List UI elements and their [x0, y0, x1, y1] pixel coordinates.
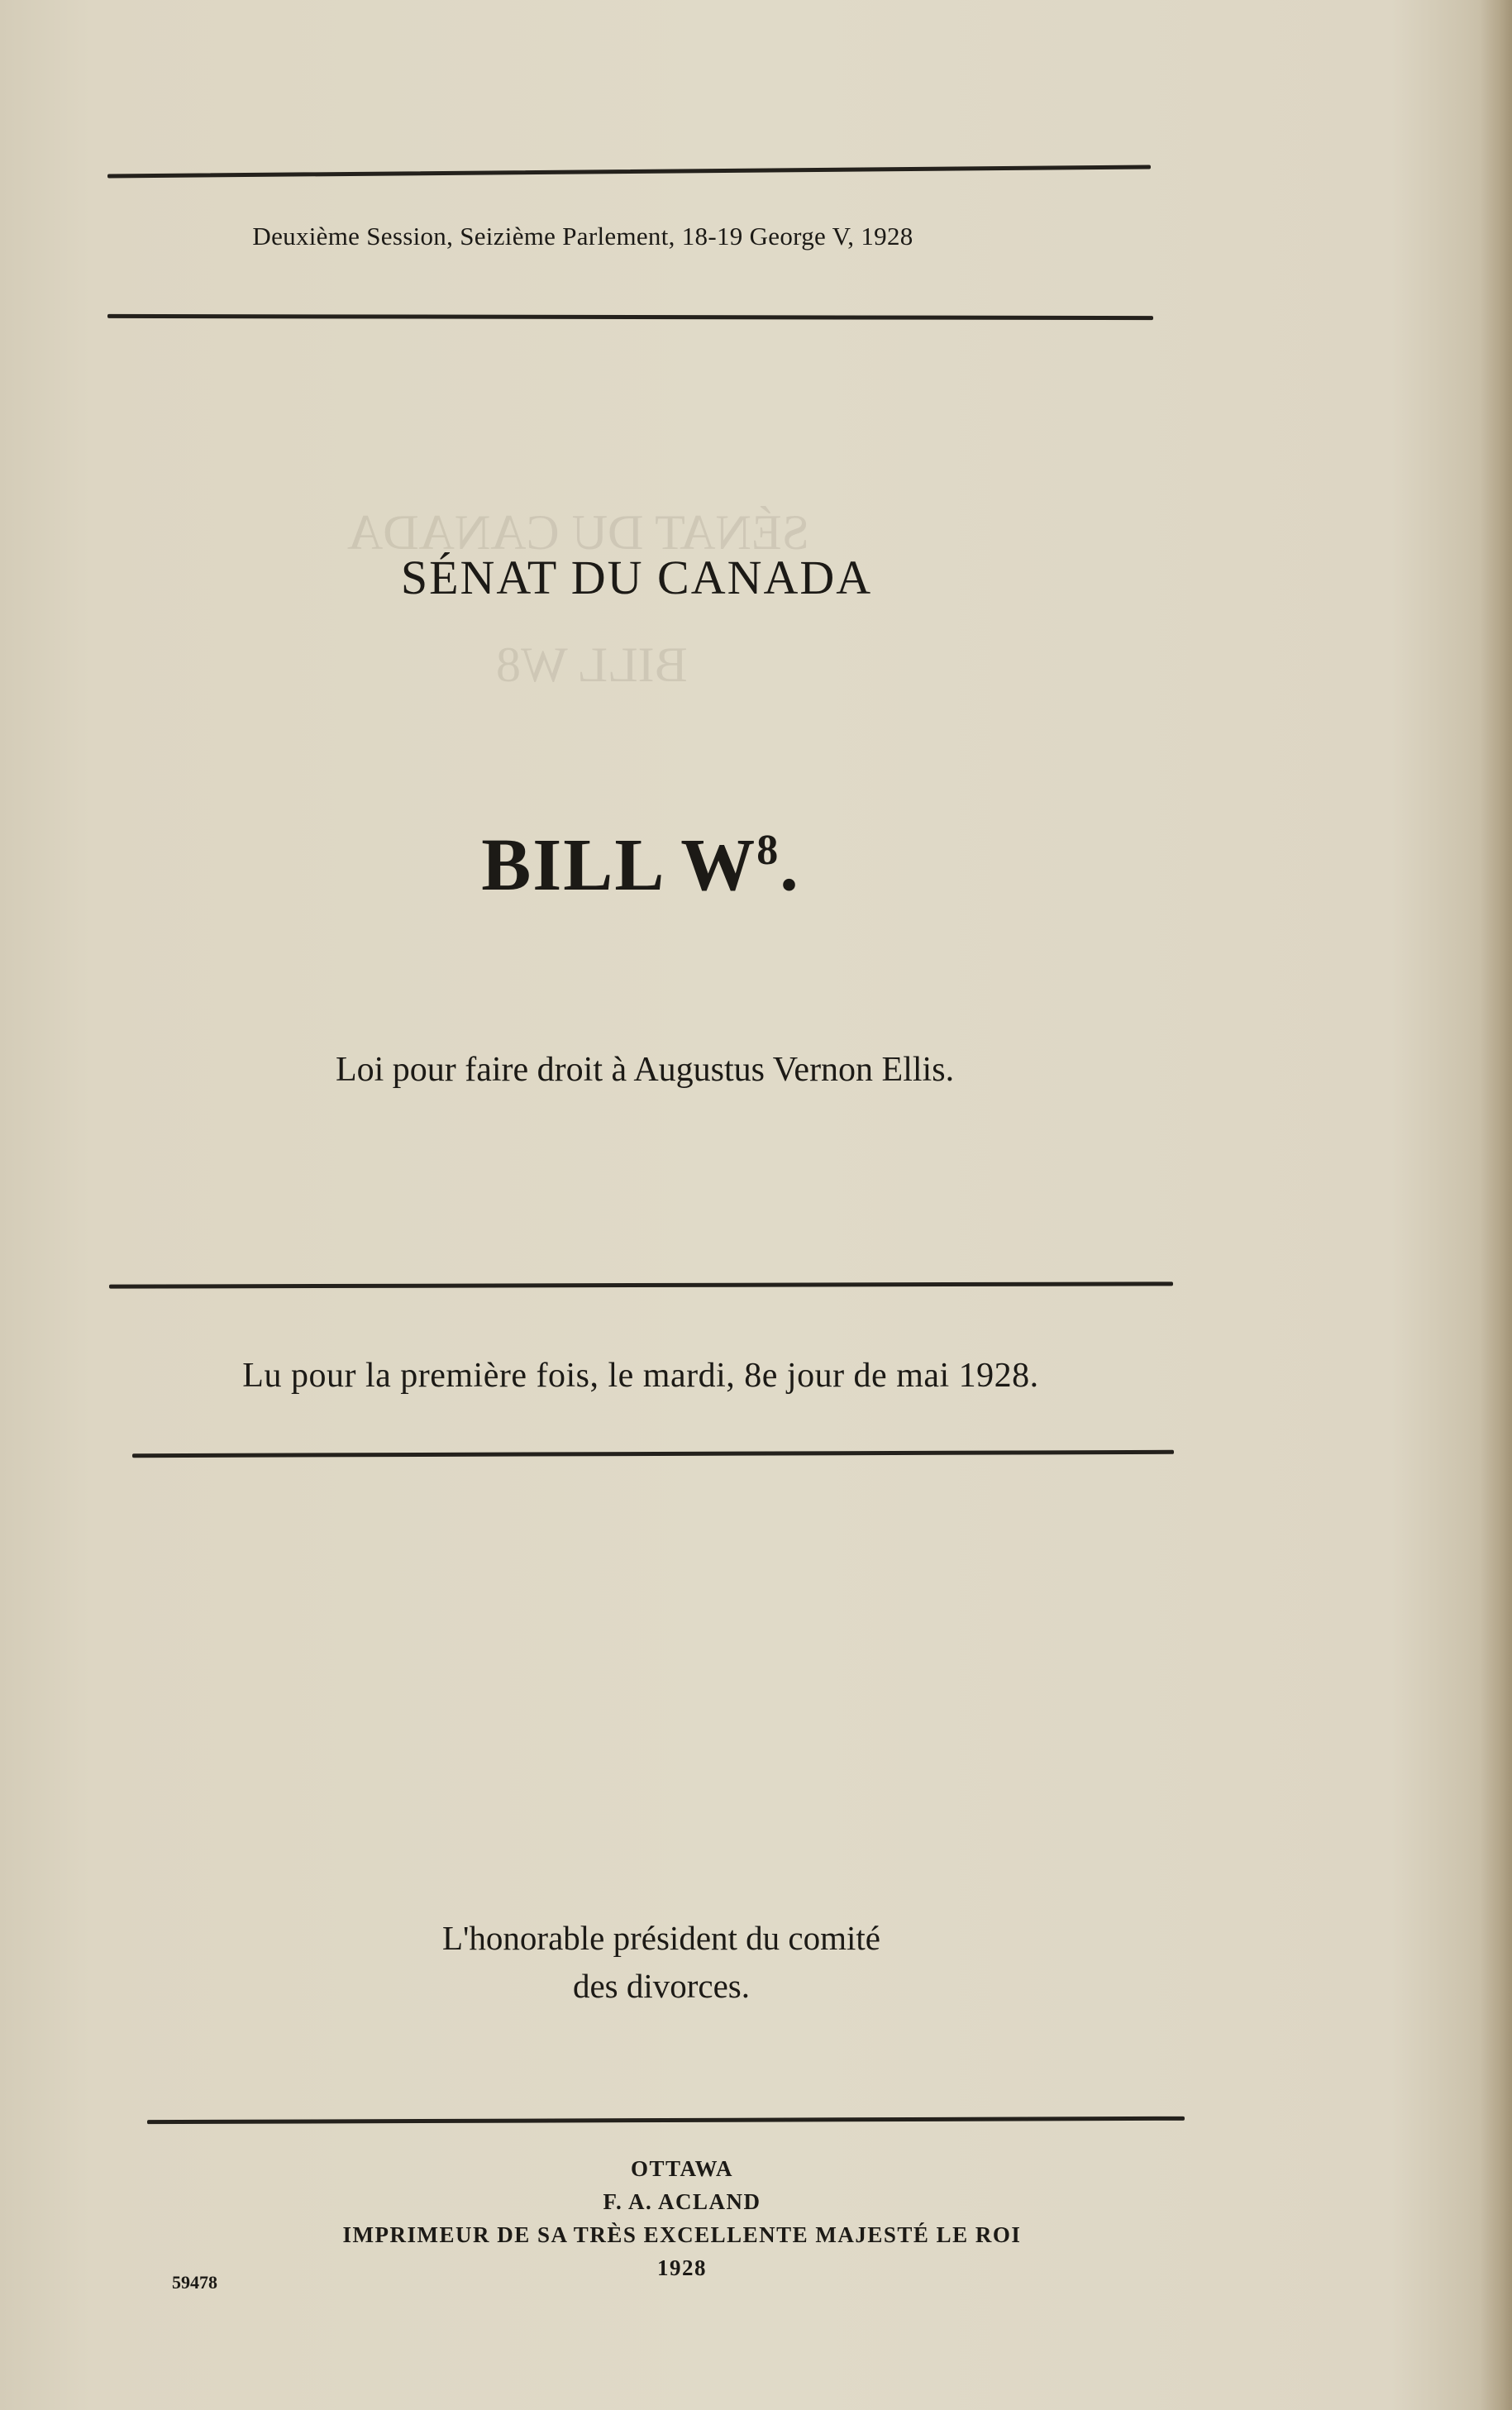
show-through-text: SÉNAT DU CANADA: [347, 505, 809, 560]
bill-number: [107, 823, 1174, 908]
bill-subtitle: Loi pour faire droit à Augustus Vernon Ellis.: [335, 1051, 955, 1089]
imprint-block: [107, 2152, 1257, 2284]
imprint-year: 1928: [657, 2255, 707, 2280]
page-edge-shadow: [1481, 0, 1512, 2410]
top-rule-lower: [107, 314, 1153, 320]
bill-suffix: .: [780, 824, 800, 906]
middle-rule-lower: [132, 1450, 1174, 1458]
first-reading-line: Lu pour la première fois, le mardi, 8e jour de mai 1928.: [242, 1357, 1039, 1395]
middle-rule-upper: [109, 1281, 1173, 1288]
show-through-text: BILL W8: [496, 637, 688, 692]
chamber-title: SÉNAT DU CANADA: [400, 551, 873, 604]
print-job-number: 59478: [172, 2272, 217, 2293]
top-rule-upper: [107, 165, 1151, 178]
sponsor-block: [107, 1914, 1215, 2010]
imprint-city: OTTAWA: [630, 2156, 734, 2181]
imprint-title: IMPRIMEUR DE SA TRÈS EXCELLENTE MAJESTÉ LE ROI: [342, 2222, 1022, 2247]
bottom-rule: [147, 2117, 1185, 2124]
session-header: Deuxième Session, Seizième Parlement, 18-19 George V, 1928: [252, 222, 913, 251]
imprint-printer: F. A. ACLAND: [603, 2189, 761, 2214]
sponsor-line-1: L'honorable président du comité: [442, 1919, 880, 1957]
bill-superscript: 8: [756, 827, 780, 874]
bill-label: BILL W: [481, 824, 757, 906]
sponsor-line-2: des divorces.: [572, 1967, 751, 2005]
